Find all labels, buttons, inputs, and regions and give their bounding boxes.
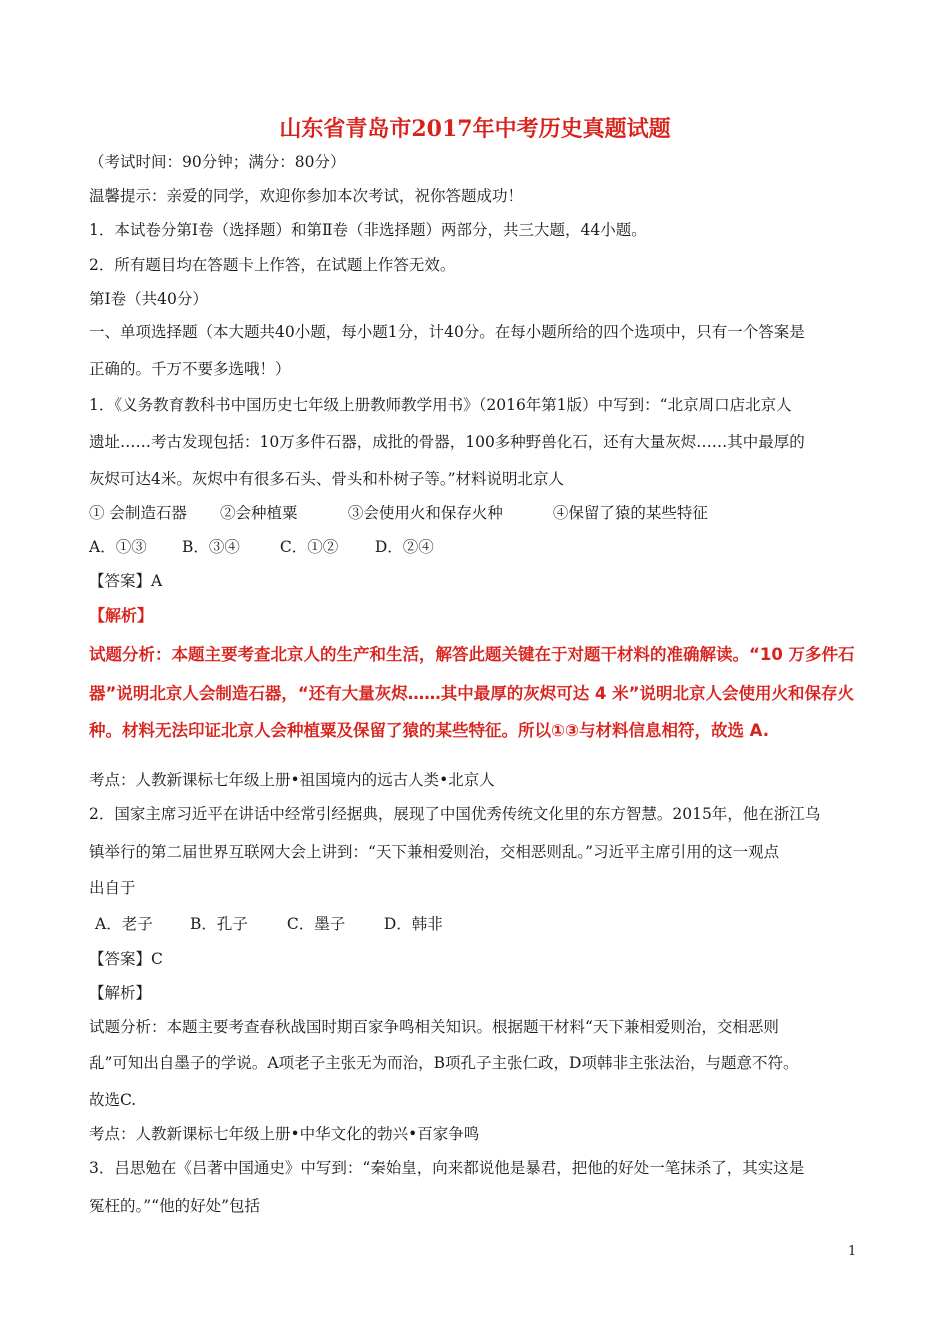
q2-analysis-2: 乱”可知出自墨子的学说。A项老子主张无为而治，B项孔子主张仁政，D项韩非主张法治，与题意不符。 (89, 1054, 799, 1072)
q1-point: 考点：人教新课标七年级上册•祖国境内的远古人类•北京人 (89, 771, 495, 789)
q2-answer: 【答案】C (89, 950, 163, 968)
q1-stem-3: 灰烬可达4米。灰烬中有很多石头、骨头和朴树子等。”材料说明北京人 (89, 470, 565, 488)
q1-analysis-label: 【解析】 (89, 606, 154, 625)
q1-analysis-3: 种。材料无法印证北京人会种植粟及保留了猿的某些特征。所以①③与材料信息相符，故选 A. (89, 721, 770, 740)
q1-option: A．①③ (89, 538, 147, 556)
section-instructions-2: 正确的。千万不要多选哦！） (89, 360, 291, 378)
q2-option: D．韩非 (383, 915, 443, 933)
q1-option: D．②④ (374, 538, 434, 556)
q2-option: B．孔子 (189, 915, 248, 933)
q1-statements (89, 503, 708, 523)
q1-statement: ③会使用火和保存火种 (347, 504, 503, 522)
q2-options (95, 914, 443, 934)
q1-stem-2: 遗址……考古发现包括：10万多件石器，成批的骨器，100多种野兽化石，还有大量灰烬……其中最厚的 (89, 433, 805, 451)
q1-stem-1: 1．《义务教育教科书中国历史七年级上册教师教学用书》（2016年第1版）中写到：“北京周口店北京人 (89, 396, 792, 414)
q1-analysis-2: 器”说明北京人会制造石器，“还有大量灰烬……其中最厚的灰烬可达 4 米”说明北京人会使用火和保存火 (89, 684, 855, 703)
q3-stem-2: 冤枉的。”“他的好处”包括 (89, 1197, 261, 1215)
q1-statement: ④保留了猿的某些特征 (552, 504, 708, 522)
q3-stem-1: 3．吕思勉在《吕著中国通史》中写到：“秦始皇，向来都说他是暴君，把他的好处一笔抹杀了，其实这是 (89, 1159, 805, 1177)
part-heading: 第Ⅰ卷（共40分） (89, 290, 208, 308)
q2-analysis-label: 【解析】 (89, 984, 152, 1002)
exam-info: （考试时间：90分钟；满分：80分） (89, 153, 346, 171)
q1-statement: ②会种植粟 (219, 504, 298, 522)
q2-stem-1: 2．国家主席习近平在讲话中经常引经据典，展现了中国优秀传统文化里的东方智慧。2015年，他在浙江乌 (89, 805, 821, 823)
exam-rule-2: 2．所有题目均在答题卡上作答，在试题上作答无效。 (89, 256, 456, 274)
q2-stem-2: 镇举行的第二届世界互联网大会上讲到：“天下兼相爱则治，交相恶则乱。”习近平主席引用的这一观点 (89, 843, 780, 861)
q2-point: 考点：人教新课标七年级上册•中华文化的勃兴•百家争鸣 (89, 1125, 480, 1143)
q1-options (89, 537, 434, 557)
q2-option: A．老子 (95, 915, 153, 933)
q1-statement: ① 会制造石器 (89, 504, 187, 522)
q1-analysis-1: 试题分析：本题主要考查北京人的生产和生活，解答此题关键在于对题干材料的准确解读。“10 万多件石 (89, 645, 855, 664)
q2-analysis-3: 故选C. (89, 1091, 137, 1109)
q2-analysis-1: 试题分析：本题主要考查春秋战国时期百家争鸣相关知识。根据题干材料“天下兼相爱则治，交相恶则 (89, 1018, 779, 1036)
page-number: 1 (848, 1244, 857, 1259)
q2-stem-3: 出自于 (89, 879, 136, 897)
q1-answer: 【答案】A (89, 572, 163, 590)
page-title: 山东省青岛市2017年中考历史真题试题 (279, 116, 671, 142)
q2-option: C．墨子 (286, 915, 346, 933)
exam-rule-1: 1．本试卷分第Ⅰ卷（选择题）和第Ⅱ卷（非选择题）两部分，共三大题，44小题。 (89, 221, 647, 239)
section-instructions-1: 一、单项选择题（本大题共40小题，每小题1分，计40分。在每小题所给的四个选项中，只有一个答案是 (89, 323, 805, 341)
exam-tip: 温馨提示：亲爱的同学，欢迎你参加本次考试，祝你答题成功！ (89, 187, 524, 205)
q1-option: C．①② (279, 538, 339, 556)
q1-option: B．③④ (181, 538, 240, 556)
